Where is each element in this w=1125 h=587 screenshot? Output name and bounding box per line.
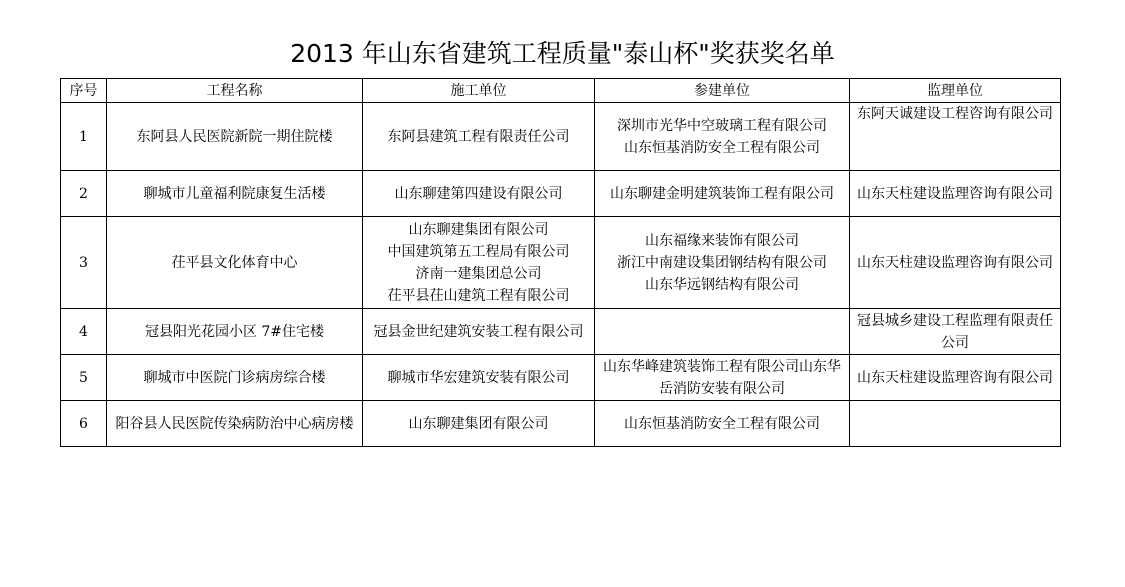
builder-name: 茌平县茌山建筑工程有限公司 bbox=[387, 287, 570, 304]
cell-builder bbox=[363, 217, 595, 309]
table-row bbox=[61, 355, 1061, 401]
cell-builder bbox=[363, 309, 595, 355]
supervisor-name: 山东天柱建设监理咨询有限公司 bbox=[857, 254, 1053, 271]
page-title: 2013 年山东省建筑工程质量"泰山杯"奖获奖名单 bbox=[290, 39, 835, 68]
project-name: 东阿县人民医院新院一期住院楼 bbox=[136, 128, 333, 145]
cell-participants bbox=[595, 401, 850, 447]
cell-participants bbox=[595, 171, 850, 217]
builder-name: 山东聊建集团有限公司 bbox=[408, 415, 549, 432]
table-row bbox=[61, 309, 1061, 355]
cell-supervisor bbox=[850, 217, 1061, 309]
supervisor-name: 东阿天诚建设工程咨询有限公司 bbox=[857, 106, 1053, 122]
builder-name: 东阿县建筑工程有限责任公司 bbox=[387, 128, 570, 145]
table-row bbox=[61, 171, 1061, 217]
cell-participants bbox=[595, 217, 850, 309]
header-builder: 施工单位 bbox=[363, 79, 595, 103]
builder-name: 聊城市华宏建筑安装有限公司 bbox=[387, 369, 570, 386]
participant-name: 山东恒基消防安全工程有限公司 bbox=[624, 139, 820, 156]
participant-name: 山东恒基消防安全工程有限公司 bbox=[624, 415, 820, 432]
cell-participants bbox=[595, 103, 850, 171]
participant-name: 浙江中南建设集团钢结构有限公司 bbox=[617, 254, 827, 271]
cell-supervisor bbox=[850, 401, 1061, 447]
cell-no: 1 bbox=[61, 103, 107, 171]
builder-name: 山东聊建集团有限公司 bbox=[408, 221, 549, 238]
project-name: 聊城市中医院门诊病房综合楼 bbox=[143, 369, 326, 386]
cell-supervisor bbox=[850, 309, 1061, 355]
table-row bbox=[61, 401, 1061, 447]
cell-project bbox=[107, 171, 363, 217]
cell-builder bbox=[363, 355, 595, 401]
cell-project bbox=[107, 103, 363, 171]
participant-name: 山东聊建金明建筑装饰工程有限公司 bbox=[610, 185, 834, 202]
cell-supervisor bbox=[850, 355, 1061, 401]
table-row bbox=[61, 103, 1061, 171]
cell-participants bbox=[595, 355, 850, 401]
builder-name: 山东聊建第四建设有限公司 bbox=[394, 185, 563, 202]
project-name: 聊城市儿童福利院康复生活楼 bbox=[143, 185, 326, 202]
project-name: 冠县阳光花园小区 7#住宅楼 bbox=[144, 323, 325, 340]
cell-no: 2 bbox=[61, 171, 107, 217]
participant-name: 深圳市光华中空玻璃工程有限公司 bbox=[617, 117, 827, 134]
builder-name: 中国建筑第五工程局有限公司 bbox=[387, 243, 570, 260]
supervisor-name: 冠县城乡建设工程监理有限责任公司 bbox=[857, 312, 1053, 351]
cell-builder bbox=[363, 103, 595, 171]
builder-name: 济南一建集团总公司 bbox=[415, 265, 542, 282]
cell-project bbox=[107, 217, 363, 309]
header-participants: 参建单位 bbox=[595, 79, 850, 103]
cell-supervisor bbox=[850, 103, 1061, 171]
project-name: 阳谷县人民医院传染病防治中心病房楼 bbox=[115, 415, 354, 432]
cell-supervisor bbox=[850, 171, 1061, 217]
header-supervisor: 监理单位 bbox=[850, 79, 1061, 103]
cell-project bbox=[107, 309, 363, 355]
cell-participants bbox=[595, 309, 850, 355]
supervisor-name: 山东天柱建设监理咨询有限公司 bbox=[857, 369, 1053, 386]
project-name: 茌平县文化体育中心 bbox=[171, 254, 298, 271]
award-table bbox=[60, 78, 1061, 447]
header-no: 序号 bbox=[61, 79, 107, 103]
header-project: 工程名称 bbox=[107, 79, 363, 103]
cell-project bbox=[107, 401, 363, 447]
supervisor-name: 山东天柱建设监理咨询有限公司 bbox=[857, 185, 1053, 202]
participant-name: 山东福缘来装饰有限公司 bbox=[645, 232, 799, 249]
cell-no: 5 bbox=[61, 355, 107, 401]
cell-builder bbox=[363, 171, 595, 217]
table-header-row bbox=[61, 79, 1061, 103]
cell-project bbox=[107, 355, 363, 401]
cell-no: 4 bbox=[61, 309, 107, 355]
table-row bbox=[61, 217, 1061, 309]
cell-builder bbox=[363, 401, 595, 447]
builder-name: 冠县金世纪建筑安装工程有限公司 bbox=[373, 323, 584, 340]
participant-name: 山东华峰建筑装饰工程有限公司山东华岳消防安装有限公司 bbox=[603, 358, 841, 397]
cell-no: 3 bbox=[61, 217, 107, 309]
participant-name: 山东华远钢结构有限公司 bbox=[645, 276, 799, 293]
cell-no: 6 bbox=[61, 401, 107, 447]
